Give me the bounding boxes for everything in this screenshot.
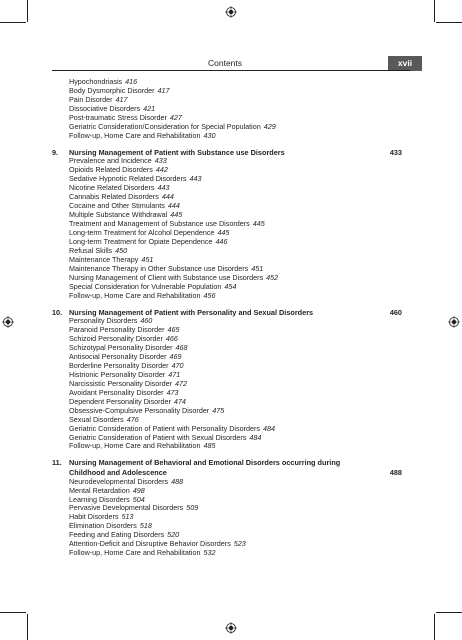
toc-item-title: Opioids Related Disorders xyxy=(69,165,153,175)
toc-item-page: 488 xyxy=(171,476,184,486)
toc-item-page: 518 xyxy=(139,521,152,531)
toc-item-page: 472 xyxy=(175,378,188,388)
toc-item-page: 443 xyxy=(189,174,202,184)
toc-item-page: 509 xyxy=(186,503,199,513)
toc-item-page: 523 xyxy=(233,539,246,549)
toc-item-page: 474 xyxy=(173,396,186,406)
toc-item-title: Sedative Hypnotic Related Disorders xyxy=(69,174,187,184)
toc-item-page: 466 xyxy=(165,334,178,344)
toc-item-page: 445 xyxy=(217,227,230,237)
toc-item-title: Dissociative Disorders xyxy=(69,103,141,113)
chapter-page: 460 xyxy=(389,307,402,317)
toc-item-page: 443 xyxy=(157,183,170,193)
chapter-number: 11. xyxy=(52,458,62,468)
chapter-title: Nursing Management of Behavioral and Emotional Disorders occurring during Childhood and Adolescence xyxy=(69,458,341,477)
crop-mark xyxy=(0,22,26,23)
toc-item-title: Learning Disorders xyxy=(69,494,130,504)
toc-item-page: 451 xyxy=(141,254,154,264)
crop-mark xyxy=(434,0,435,22)
toc-item-page: 460 xyxy=(140,316,153,326)
crop-mark xyxy=(436,612,462,613)
toc-item-page: 485 xyxy=(203,441,216,451)
toc-item-title: Neurodevelopmental Disorders xyxy=(69,476,169,486)
toc-item-title: Follow-up, Home Care and Rehabilitation xyxy=(69,548,201,558)
toc-item-title: Pervasive Developmental Disorders xyxy=(69,503,184,513)
toc-item-page: 416 xyxy=(125,77,138,86)
toc-item xyxy=(69,442,402,451)
toc-item-page: 421 xyxy=(143,103,156,113)
crop-mark xyxy=(27,0,28,22)
chapter-heading xyxy=(52,458,402,477)
toc-item-list xyxy=(52,78,402,141)
toc-item-page: 473 xyxy=(166,387,179,397)
toc-item-title: Special Consideration for Vulnerable Population xyxy=(69,281,222,291)
toc-item-page: 470 xyxy=(171,360,184,370)
crop-mark xyxy=(436,22,462,23)
toc-item-title: Geriatric Consideration of Patient with Sexual Disorders xyxy=(69,432,247,442)
toc-item-title: Habit Disorders xyxy=(69,512,119,522)
toc-item-title: Mental Retardation xyxy=(69,485,130,495)
toc-continuation xyxy=(52,78,402,141)
toc-item-page: 504 xyxy=(132,494,145,504)
chapter-number: 9. xyxy=(52,147,59,157)
toc-item-page: 532 xyxy=(203,548,216,558)
toc-item-title: Borderline Personality Disorder xyxy=(69,360,169,370)
toc-item-title: Body Dysmorphic Disorder xyxy=(69,85,155,95)
toc-item-list xyxy=(52,317,402,451)
chapter-number: 10. xyxy=(52,307,63,317)
chapter-page: 433 xyxy=(389,147,402,157)
toc-item-title: Follow-up, Home Care and Rehabilitation xyxy=(69,130,201,140)
running-header-title: Contents xyxy=(208,58,243,68)
toc-item-title: Long-term Treatment for Alcohol Dependence xyxy=(69,227,215,237)
registration-mark-icon xyxy=(448,316,460,328)
toc-item-title: Geriatric Consideration of Patient with Personality Disorders xyxy=(69,423,260,433)
chapter-page: 488 xyxy=(389,468,402,477)
toc-item-page: 484 xyxy=(249,432,262,442)
toc-item-title: Geriatric Consideration/Consideration for Special Population xyxy=(69,121,261,131)
toc-item-title: Maintenance Therapy in Other Substance use Disorders xyxy=(69,263,249,273)
toc-item-title: Pain Disorder xyxy=(69,94,113,104)
toc-item-page: 433 xyxy=(154,156,167,166)
toc-item-page: 446 xyxy=(215,236,228,246)
toc-item-page: 465 xyxy=(167,325,180,335)
toc-item-page: 429 xyxy=(263,121,276,131)
toc-item-title: Attention-Deficit and Disruptive Behavior Disorders xyxy=(69,539,231,549)
toc-item-title: Nursing Management of Client with Substance use Disorders xyxy=(69,272,264,282)
chapter-title: Nursing Management of Patient with Substance use Disorders xyxy=(69,147,285,157)
toc-item-page: 444 xyxy=(167,201,180,211)
toc-item-title: Narcissistic Personality Disorder xyxy=(69,378,173,388)
toc-item xyxy=(69,549,402,558)
toc-item-page: 430 xyxy=(203,130,216,140)
toc-item-page: 451 xyxy=(251,263,264,273)
toc-item-page: 484 xyxy=(262,423,275,433)
toc-chapter xyxy=(52,458,402,558)
toc-item-title: Nicotine Related Disorders xyxy=(69,183,155,193)
toc-item-page: 476 xyxy=(126,414,139,424)
toc-item-title: Feeding and Eating Disorders xyxy=(69,530,165,540)
toc-item-page: 471 xyxy=(168,369,181,379)
toc-item-title: Multiple Substance Withdrawal xyxy=(69,209,168,219)
toc-item-page: 498 xyxy=(132,485,145,495)
toc-item-page: 417 xyxy=(115,94,128,104)
toc-item-title: Avoidant Personality Disorder xyxy=(69,387,164,397)
registration-mark-icon xyxy=(225,6,237,18)
toc-item-page: 520 xyxy=(167,530,180,540)
toc-item-title: Antisocial Personality Disorder xyxy=(69,351,167,361)
registration-mark-icon xyxy=(225,622,237,634)
toc-chapters xyxy=(52,148,402,559)
crop-mark xyxy=(27,614,28,640)
toc-item-page: 475 xyxy=(212,405,225,415)
toc-content xyxy=(52,78,402,565)
toc-item-title: Sexual Disorders xyxy=(69,414,124,424)
toc-item-list xyxy=(52,157,402,300)
toc-item-list xyxy=(52,478,402,559)
toc-item-title: Cannabis Related Disorders xyxy=(69,192,159,202)
registration-mark-icon xyxy=(2,316,14,328)
toc-item-title: Elimination Disorders xyxy=(69,521,137,531)
toc-item-page: 452 xyxy=(266,272,279,282)
toc-item-page: 417 xyxy=(157,85,170,95)
toc-item-page: 444 xyxy=(161,192,174,202)
toc-item xyxy=(69,292,402,301)
toc-item-page: 456 xyxy=(203,290,216,300)
toc-item-title: Refusal Skills xyxy=(69,245,113,255)
toc-item-title: Hypochondriasis xyxy=(69,77,123,86)
toc-item-title: Personality Disorders xyxy=(69,316,138,326)
crop-mark xyxy=(0,612,26,613)
toc-item-title: Follow-up, Home Care and Rehabilitation xyxy=(69,441,201,451)
toc-item-title: Follow-up, Home Care and Rehabilitation xyxy=(69,290,201,300)
toc-item-page: 442 xyxy=(155,165,168,175)
toc-item-page: 469 xyxy=(169,351,182,361)
toc-chapter xyxy=(52,308,402,452)
toc-item-title: Histrionic Personality Disorder xyxy=(69,369,166,379)
toc-item-page: 450 xyxy=(115,245,128,255)
toc-item-title: Maintenance Therapy xyxy=(69,254,139,264)
toc-item-title: Paranoid Personality Disorder xyxy=(69,325,165,335)
crop-mark xyxy=(434,614,435,640)
toc-item-title: Schizoid Personality Disorder xyxy=(69,334,163,344)
toc-item-title: Long-term Treatment for Opiate Dependence xyxy=(69,236,213,246)
toc-item-title: Dependent Personality Disorder xyxy=(69,396,171,406)
toc-item-page: 445 xyxy=(170,209,183,219)
header-rule xyxy=(52,70,410,71)
page-number-tab: xvii xyxy=(388,56,422,71)
toc-item-title: Cocaine and Other Stimulants xyxy=(69,201,165,211)
toc-item-page: 513 xyxy=(121,512,134,522)
toc-item-title: Post-traumatic Stress Disorder xyxy=(69,112,167,122)
toc-item-title: Prevalence and Incidence xyxy=(69,156,152,166)
toc-item-page: 468 xyxy=(175,342,188,352)
toc-item-page: 445 xyxy=(252,218,265,228)
toc-item-page: 454 xyxy=(224,281,237,291)
toc-item-page: 427 xyxy=(169,112,182,122)
toc-item-title: Schizotypal Personality Disorder xyxy=(69,342,173,352)
toc-chapter xyxy=(52,148,402,301)
toc-item xyxy=(69,132,402,141)
chapter-title: Nursing Management of Patient with Personality and Sexual Disorders xyxy=(69,307,314,317)
toc-item-title: Treatment and Management of Substance use Disorders xyxy=(69,218,250,228)
toc-item-title: Obsessive-Compulsive Personality Disorder xyxy=(69,405,210,415)
